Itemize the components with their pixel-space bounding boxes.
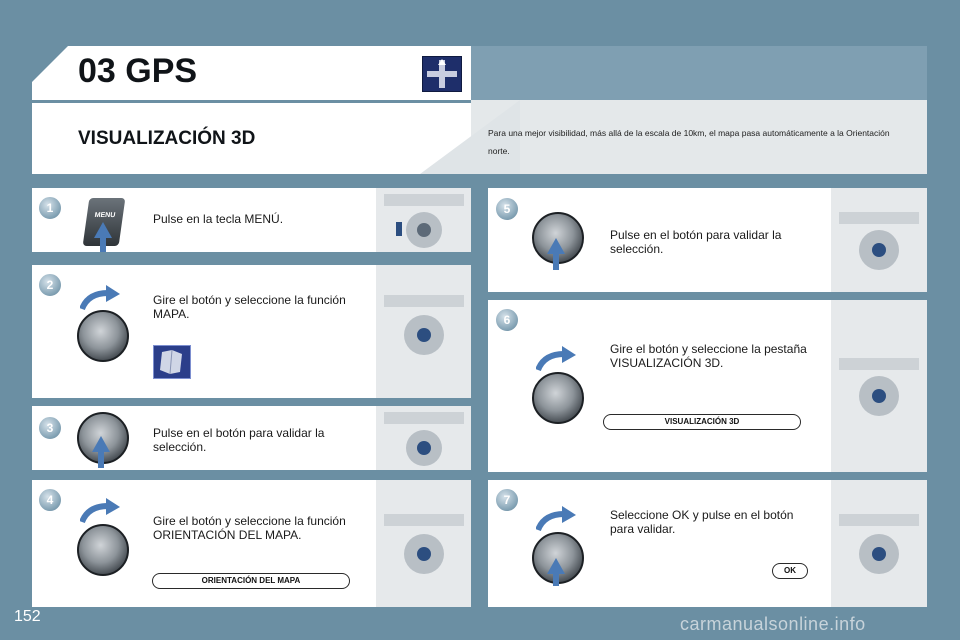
step-4-rotate-arrow-icon bbox=[80, 498, 120, 524]
step-6-rotate-arrow-icon bbox=[536, 346, 576, 372]
step-3-press-arrow-shaft bbox=[98, 452, 104, 468]
step-2-knob-icon bbox=[77, 310, 129, 362]
step-5-photo bbox=[831, 188, 927, 292]
step-2-text: Gire el botón y seleccione la función MAPA. bbox=[153, 293, 346, 321]
step-5-badge: 5 bbox=[495, 197, 519, 221]
step-2-photo bbox=[376, 265, 471, 398]
step-7-press-arrow-icon bbox=[547, 558, 565, 574]
step-4-photo bbox=[376, 480, 471, 607]
step-1-press-arrow-shaft bbox=[100, 238, 106, 252]
step-4-knob-icon bbox=[77, 524, 129, 576]
step-1-photo bbox=[376, 188, 471, 252]
header-divider bbox=[32, 100, 471, 103]
header-top-band bbox=[471, 46, 927, 100]
step-7-rotate-arrow-icon bbox=[536, 506, 576, 532]
page-number: 152 bbox=[14, 608, 41, 625]
step-6-text: Gire el botón y seleccione la pestaña VISUALIZACIÓN 3D. bbox=[610, 342, 807, 370]
step-5-text: Pulse en el botón para validar la selección. bbox=[610, 228, 782, 256]
step-6-knob-icon bbox=[532, 372, 584, 424]
3d-view-tab-pill: VISUALIZACIÓN 3D bbox=[603, 414, 801, 430]
step-4-badge: 4 bbox=[38, 488, 62, 512]
gps-crossroad-icon bbox=[422, 56, 462, 92]
step-2-badge: 2 bbox=[38, 273, 62, 297]
step-6-badge: 6 bbox=[495, 308, 519, 332]
step-1-text: Pulse en la tecla MENÚ. bbox=[153, 212, 284, 226]
step-3-text: Pulse en el botón para validar la selección. bbox=[153, 426, 325, 454]
step-1-badge: 1 bbox=[38, 196, 62, 220]
step-7-badge: 7 bbox=[495, 488, 519, 512]
step-5-press-arrow-icon bbox=[547, 238, 565, 254]
step-1-press-arrow-icon bbox=[94, 222, 112, 238]
step-3-badge: 3 bbox=[38, 416, 62, 440]
map-function-icon bbox=[153, 345, 191, 379]
step-7-press-arrow-shaft bbox=[553, 574, 559, 586]
orientation-menu-pill: ORIENTACIÓN DEL MAPA bbox=[152, 573, 350, 589]
step-3-press-arrow-icon bbox=[92, 436, 110, 452]
step-4-text: Gire el botón y seleccione la función ORIENTACIÓN DEL MAPA. bbox=[153, 514, 346, 542]
step-2-rotate-arrow-icon bbox=[80, 285, 120, 311]
menu-key-icon: MENU bbox=[83, 198, 126, 246]
section-title: VISUALIZACIÓN 3D bbox=[78, 128, 256, 149]
ok-pill: OK bbox=[772, 563, 808, 579]
step-7-text: Seleccione OK y pulse en el botón para validar. bbox=[610, 508, 794, 536]
chapter-title: 03 GPS bbox=[78, 52, 198, 90]
step-7-photo bbox=[831, 480, 927, 607]
step-6-photo bbox=[831, 300, 927, 472]
step-5-press-arrow-shaft bbox=[553, 254, 559, 270]
watermark: carmanualsonline.info bbox=[680, 614, 866, 634]
step-3-photo bbox=[376, 406, 471, 470]
header-note: Para una mejor visibilidad, más allá de la escala de 10km, el mapa pasa automáticamente a la Orientación norte. bbox=[488, 128, 890, 156]
